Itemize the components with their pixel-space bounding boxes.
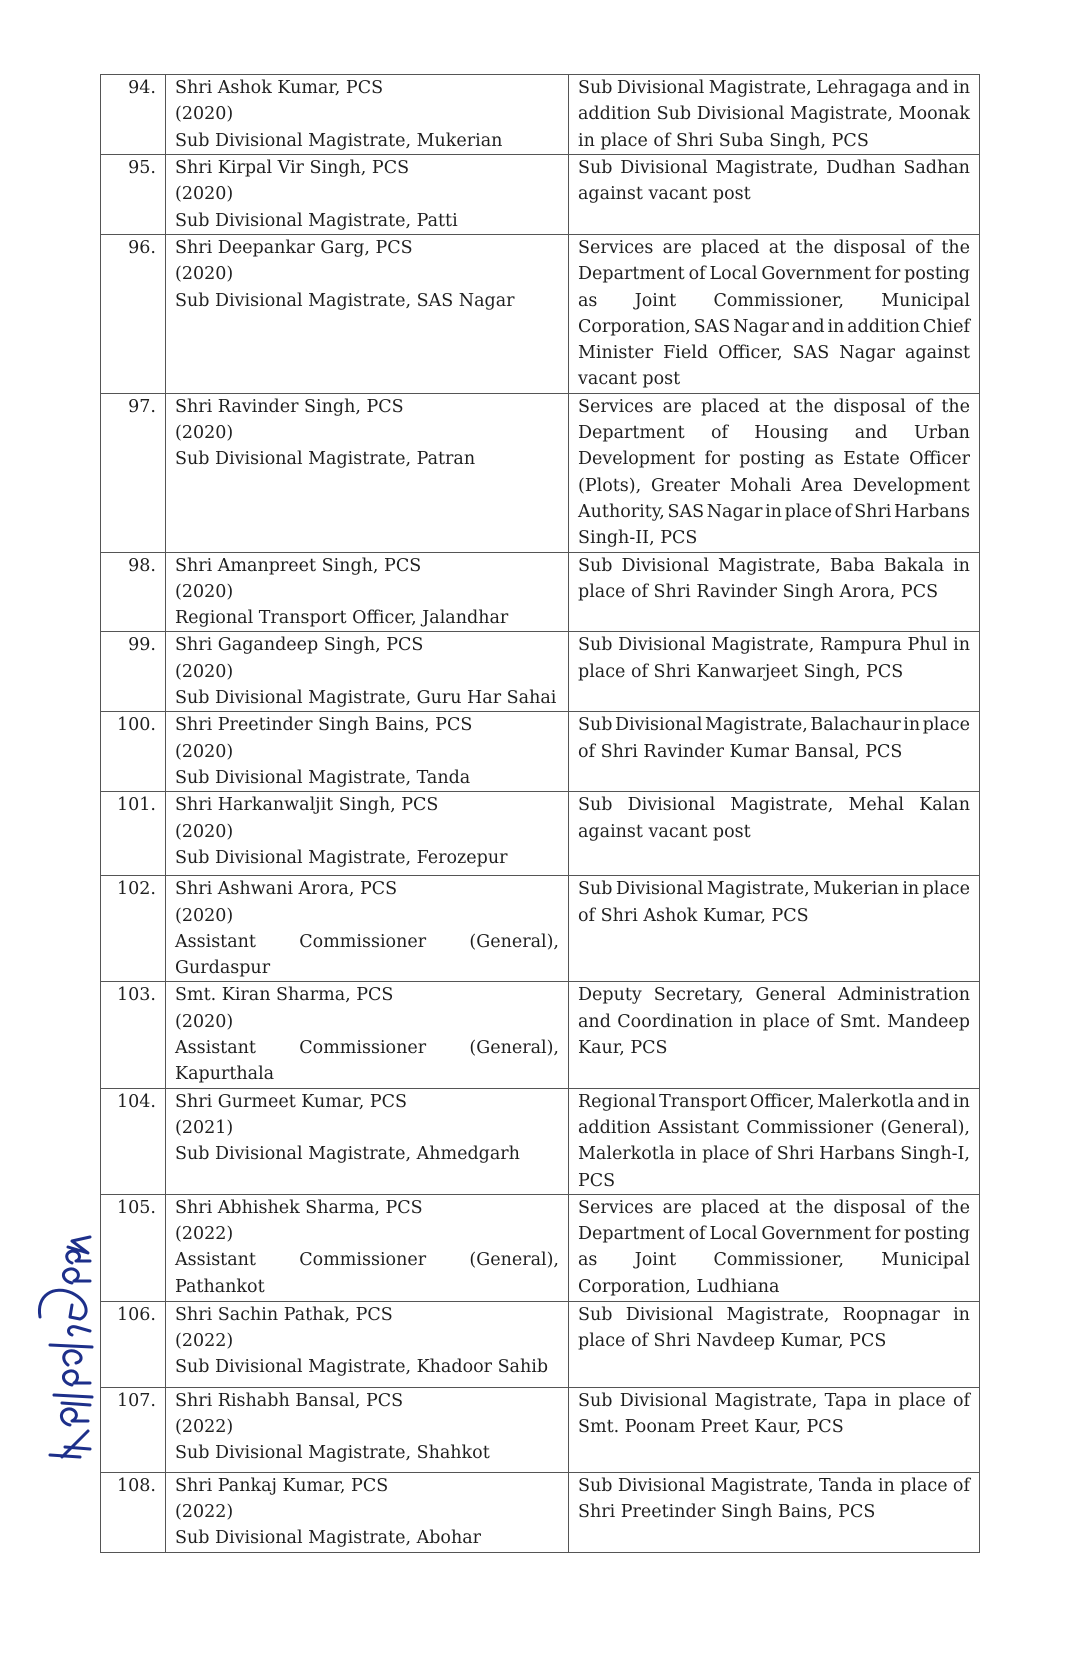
current-post: Sub Divisional Magistrate, Patran xyxy=(175,449,476,470)
officer-name: Shri Gagandeep Singh, PCS xyxy=(175,635,424,656)
new-posting xyxy=(569,982,980,1088)
batch-year: (2020) xyxy=(175,661,234,682)
new-posting-line: Minister Field Officer, SAS Nagar against xyxy=(578,343,970,364)
new-posting-line: Sub Divisional Magistrate, Mukerian in place xyxy=(578,879,970,900)
new-posting-line: Sub Divisional Magistrate, Tapa in place of xyxy=(578,1390,970,1411)
officer-details xyxy=(166,1301,569,1387)
serial-number: 97. xyxy=(101,393,166,552)
officer-name: Shri Pankaj Kumar, PCS xyxy=(175,1475,389,1496)
officer-details xyxy=(166,712,569,792)
current-post: Sub Divisional Magistrate, SAS Nagar xyxy=(175,290,515,311)
new-posting-line: Kaur, PCS xyxy=(578,1038,668,1059)
officer-name: Shri Kirpal Vir Singh, PCS xyxy=(175,158,410,178)
batch-year: (2022) xyxy=(175,1224,234,1245)
batch-year: (2020) xyxy=(175,1011,234,1032)
new-posting-line: Sub Divisional Magistrate, Baba Bakala in xyxy=(578,555,970,576)
current-post xyxy=(175,1247,559,1300)
table-body xyxy=(101,75,980,1553)
new-posting-line: Sub Divisional Magistrate, Tanda in place of xyxy=(578,1475,970,1496)
batch-year: (2020) xyxy=(175,741,234,762)
new-posting-line: Sub Divisional Magistrate, Dudhan Sadhan xyxy=(578,158,970,178)
transfer-postings-table xyxy=(100,74,980,1553)
batch-year: (2022) xyxy=(175,1417,234,1438)
current-post: Sub Divisional Magistrate, Guru Har Sahai xyxy=(175,688,557,709)
table-row xyxy=(101,712,980,792)
new-posting-line: place of Shri Navdeep Kumar, PCS xyxy=(578,1331,887,1352)
serial-number: 101. xyxy=(101,792,166,876)
current-post-line: Gurdaspur xyxy=(175,958,271,979)
officer-name: Shri Ashok Kumar, PCS xyxy=(175,78,384,98)
officer-name: Shri Deepankar Garg, PCS xyxy=(175,238,413,258)
current-post: Sub Divisional Magistrate, Khadoor Sahib xyxy=(175,1357,549,1378)
new-posting-line: of Shri Ravinder Kumar Bansal, PCS xyxy=(578,741,903,762)
new-posting-line: as Joint Commissioner, Municipal xyxy=(578,290,970,311)
serial-number: 103. xyxy=(101,982,166,1088)
new-posting-line: Sub Divisional Magistrate, Roopnagar in xyxy=(578,1304,970,1325)
officer-details xyxy=(166,1472,569,1552)
new-posting-line: addition Assistant Commissioner (General), xyxy=(578,1117,970,1138)
officer-details xyxy=(166,632,569,712)
current-post xyxy=(175,1035,559,1088)
current-post: Regional Transport Officer, Jalandhar xyxy=(175,608,509,629)
new-posting-line: Sub Divisional Magistrate, Rampura Phul in xyxy=(578,635,970,656)
new-posting-line: and Coordination in place of Smt. Mandeep xyxy=(578,1011,970,1032)
new-posting xyxy=(569,1301,980,1387)
current-post-line: Assistant Commissioner (General), xyxy=(175,1038,559,1059)
officer-details xyxy=(166,75,569,155)
new-posting-line: as Joint Commissioner, Municipal xyxy=(578,1250,970,1271)
officer-name: Shri Sachin Pathak, PCS xyxy=(175,1304,393,1325)
officer-details xyxy=(166,235,569,394)
batch-year: (2020) xyxy=(175,104,234,125)
new-posting-line: Services are placed at the disposal of the xyxy=(578,238,970,258)
new-posting-line: in place of Shri Suba Singh, PCS xyxy=(578,130,869,151)
serial-number: 108. xyxy=(101,1472,166,1552)
table-row xyxy=(101,155,980,235)
batch-year: (2022) xyxy=(175,1331,234,1352)
serial-number: 96. xyxy=(101,235,166,394)
new-posting-line: addition Sub Divisional Magistrate, Moonak xyxy=(578,104,970,125)
serial-number: 95. xyxy=(101,155,166,235)
new-posting xyxy=(569,1194,980,1301)
new-posting xyxy=(569,876,980,982)
current-post-line: Assistant Commissioner (General), xyxy=(175,1250,559,1271)
new-posting xyxy=(569,75,980,155)
table-row xyxy=(101,393,980,552)
officer-details xyxy=(166,155,569,235)
new-posting-line: Department of Local Government for posting xyxy=(578,264,970,285)
officer-details xyxy=(166,552,569,632)
current-post-line: Pathankot xyxy=(175,1276,265,1297)
new-posting-line: Department of Housing and Urban xyxy=(578,423,970,444)
officer-details xyxy=(166,982,569,1088)
new-posting-line: Regional Transport Officer, Malerkotla and in xyxy=(578,1091,970,1112)
new-posting-line: place of Shri Ravinder Singh Arora, PCS xyxy=(578,581,939,602)
current-post: Sub Divisional Magistrate, Mukerian xyxy=(175,130,503,151)
officer-details xyxy=(166,876,569,982)
table-row xyxy=(101,1301,980,1387)
officer-name: Shri Ravinder Singh, PCS xyxy=(175,396,404,417)
table-row xyxy=(101,1387,980,1472)
table-row xyxy=(101,982,980,1088)
officer-details xyxy=(166,792,569,876)
current-post: Sub Divisional Magistrate, Tanda xyxy=(175,767,471,788)
new-posting-line: Malerkotla in place of Shri Harbans Singh-I, xyxy=(578,1144,970,1165)
officer-name: Shri Harkanwaljit Singh, PCS xyxy=(175,795,439,816)
new-posting-line: Department of Local Government for posting xyxy=(578,1224,970,1245)
officer-name: Shri Preetinder Singh Bains, PCS xyxy=(175,715,473,736)
serial-number: 102. xyxy=(101,876,166,982)
new-posting-line: Services are placed at the disposal of the xyxy=(578,1197,970,1218)
new-posting-line: against vacant post xyxy=(578,184,751,205)
new-posting xyxy=(569,393,980,552)
new-posting-line: Deputy Secretary, General Administration xyxy=(578,985,970,1006)
table-row xyxy=(101,632,980,712)
new-posting-line: place of Shri Kanwarjeet Singh, PCS xyxy=(578,661,904,682)
new-posting-line: Shri Preetinder Singh Bains, PCS xyxy=(578,1502,876,1523)
batch-year: (2020) xyxy=(175,821,234,842)
officer-details xyxy=(166,1387,569,1472)
table-row xyxy=(101,75,980,155)
new-posting xyxy=(569,1387,980,1472)
new-posting-line: Authority, SAS Nagar in place of Shri Harbans xyxy=(578,501,970,522)
new-posting xyxy=(569,1088,980,1194)
new-posting-line: Services are placed at the disposal of the xyxy=(578,396,970,417)
batch-year: (2020) xyxy=(175,264,234,285)
new-posting xyxy=(569,792,980,876)
new-posting xyxy=(569,632,980,712)
new-posting-line: of Shri Ashok Kumar, PCS xyxy=(578,905,809,926)
table-row xyxy=(101,1088,980,1194)
new-posting-line: (Plots), Greater Mohali Area Development xyxy=(578,475,970,496)
serial-number: 100. xyxy=(101,712,166,792)
current-post-line: Assistant Commissioner (General), xyxy=(175,931,559,952)
new-posting-line: vacant post xyxy=(578,369,681,390)
officer-name: Shri Rishabh Bansal, PCS xyxy=(175,1390,404,1411)
table-row xyxy=(101,876,980,982)
current-post xyxy=(175,929,559,982)
serial-number: 104. xyxy=(101,1088,166,1194)
current-post-line: Kapurthala xyxy=(175,1064,275,1085)
officer-name: Shri Abhishek Sharma, PCS xyxy=(175,1197,423,1218)
new-posting-line: Singh-II, PCS xyxy=(578,528,698,549)
officer-details xyxy=(166,393,569,552)
officer-details xyxy=(166,1088,569,1194)
current-post: Sub Divisional Magistrate, Shahkot xyxy=(175,1443,490,1464)
table-row xyxy=(101,235,980,394)
current-post: Sub Divisional Magistrate, Ahmedgarh xyxy=(175,1144,520,1165)
officer-name: Shri Ashwani Arora, PCS xyxy=(175,879,398,900)
new-posting-line: Sub Divisional Magistrate, Balachaur in place xyxy=(578,715,970,736)
new-posting-line: PCS xyxy=(578,1170,616,1191)
officer-details xyxy=(166,1194,569,1301)
batch-year: (2020) xyxy=(175,423,234,444)
new-posting xyxy=(569,1472,980,1552)
new-posting xyxy=(569,155,980,235)
new-posting xyxy=(569,552,980,632)
batch-year: (2021) xyxy=(175,1117,234,1138)
officer-name: Shri Amanpreet Singh, PCS xyxy=(175,555,422,576)
table-row xyxy=(101,1194,980,1301)
new-posting-line: Corporation, SAS Nagar and in addition Chief xyxy=(578,316,970,337)
new-posting-line: Sub Divisional Magistrate, Lehragaga and in xyxy=(578,78,970,98)
serial-number: 99. xyxy=(101,632,166,712)
batch-year: (2020) xyxy=(175,581,234,602)
new-posting-line: against vacant post xyxy=(578,821,751,842)
table-row xyxy=(101,552,980,632)
current-post: Sub Divisional Magistrate, Ferozepur xyxy=(175,847,508,868)
serial-number: 105. xyxy=(101,1194,166,1301)
serial-number: 98. xyxy=(101,552,166,632)
current-post: Sub Divisional Magistrate, Abohar xyxy=(175,1528,482,1549)
table-row xyxy=(101,792,980,876)
new-posting-line: Development for posting as Estate Officer xyxy=(578,449,970,470)
serial-number: 94. xyxy=(101,75,166,155)
handwritten-signature xyxy=(10,1235,115,1465)
batch-year: (2022) xyxy=(175,1502,234,1523)
new-posting xyxy=(569,712,980,792)
new-posting-line: Corporation, Ludhiana xyxy=(578,1276,780,1297)
new-posting-line: Smt. Poonam Preet Kaur, PCS xyxy=(578,1417,844,1438)
serial-number: 107. xyxy=(101,1387,166,1472)
current-post: Sub Divisional Magistrate, Patti xyxy=(175,210,458,231)
batch-year: (2020) xyxy=(175,905,234,926)
serial-number: 106. xyxy=(101,1301,166,1387)
officer-name: Shri Gurmeet Kumar, PCS xyxy=(175,1091,408,1112)
batch-year: (2020) xyxy=(175,184,234,205)
officer-name: Smt. Kiran Sharma, PCS xyxy=(175,985,394,1006)
table-row xyxy=(101,1472,980,1552)
new-posting-line: Sub Divisional Magistrate, Mehal Kalan xyxy=(578,795,970,816)
new-posting xyxy=(569,235,980,394)
